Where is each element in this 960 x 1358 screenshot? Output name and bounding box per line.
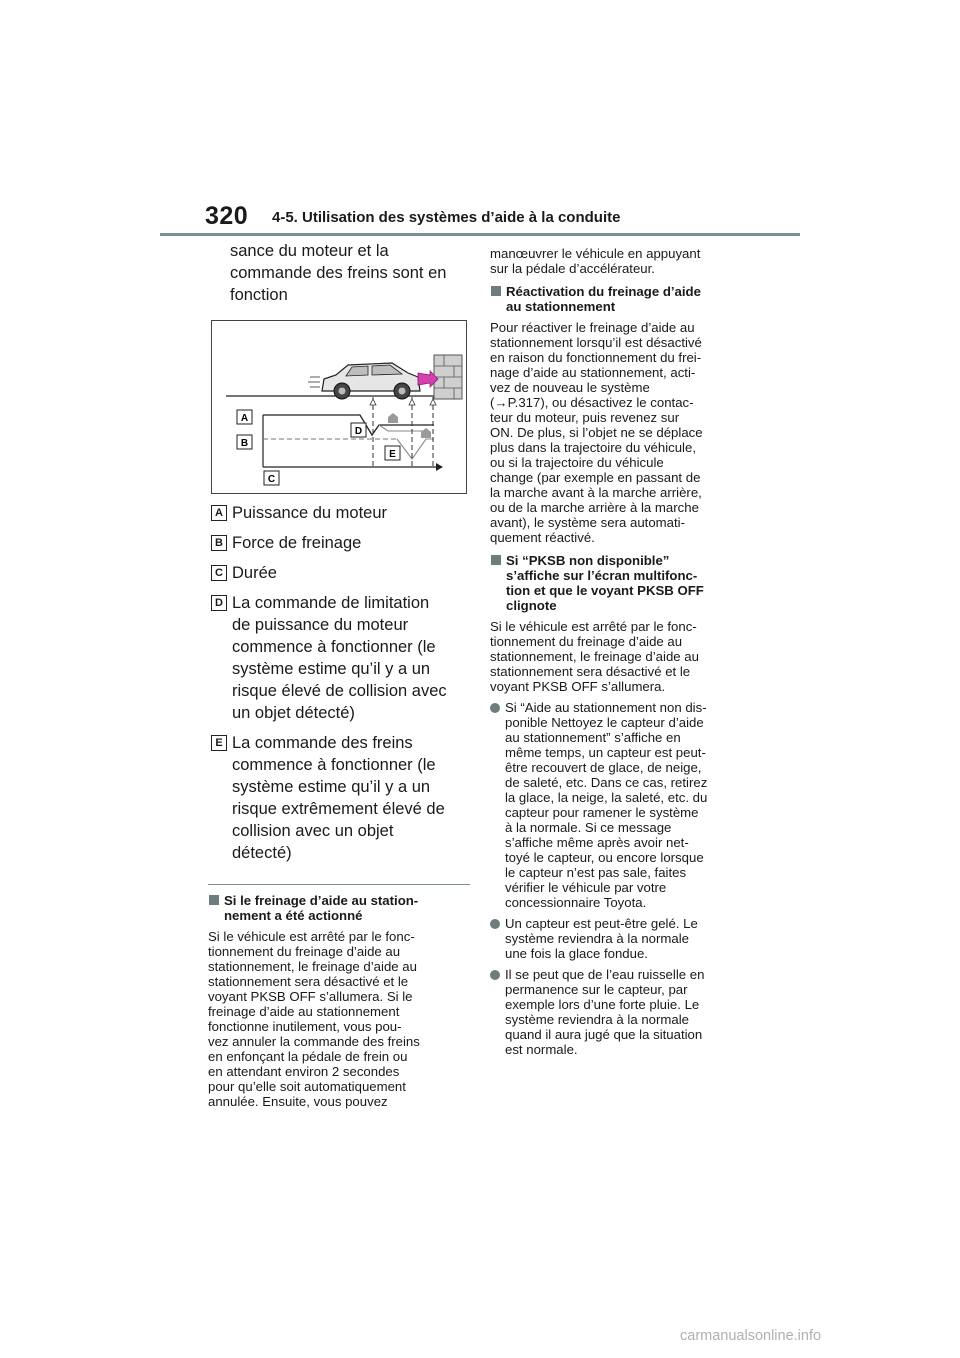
heading-line: tion et que le voyant PKSB OFF — [506, 583, 704, 598]
bullet-item — [490, 967, 752, 1057]
right-column — [490, 246, 752, 1063]
legend-text: risque élevé de collision avec — [232, 682, 447, 700]
section-heading — [490, 553, 752, 613]
heading-line: s’affiche sur l’écran multifonc- — [506, 568, 698, 583]
body-line: vez annuler la commande des freins — [208, 1034, 420, 1049]
bullet-line: ponible Nettoyez le capteur d’aide — [505, 715, 704, 730]
header-rule — [160, 233, 800, 236]
body-line: Pour réactiver le freinage d’aide au — [490, 320, 695, 335]
section-body — [208, 929, 470, 1109]
legend-key: B — [211, 535, 227, 551]
legend-key: C — [211, 565, 227, 581]
car-icon — [308, 363, 420, 399]
legend-text: un objet détecté) — [232, 704, 355, 722]
label-a: A — [240, 413, 249, 424]
body-line: stationnement, le freinage d’aide au — [490, 649, 699, 664]
body-line: nage d’aide au stationnement, acti- — [490, 365, 696, 380]
section-heading — [490, 284, 752, 314]
body-line: stationnement, le freinage d’aide au — [208, 959, 417, 974]
legend-text: de puissance du moteur — [232, 616, 409, 634]
chapter-title: 4-5. Utilisation des systèmes d’aide à la conduite — [272, 209, 621, 226]
legend-text: commence à fonctionner (le — [232, 638, 436, 656]
bullet-line: est normale. — [505, 1042, 578, 1057]
legend-text: détecté) — [232, 844, 292, 862]
circle-bullet-icon — [490, 970, 500, 980]
body-line: en attendant environ 2 secondes — [208, 1064, 400, 1079]
body-line: annulée. Ensuite, vous pouvez — [208, 1094, 388, 1109]
bullet-item — [490, 700, 752, 910]
body-line: pour qu’elle soit automatiquement — [208, 1079, 406, 1094]
body-line: manœuvrer le véhicule en appuyant — [490, 246, 701, 261]
heading-line: Si “PKSB non disponible” — [506, 553, 670, 568]
legend-key: E — [211, 735, 227, 751]
label-d: D — [354, 426, 363, 437]
heading-line: nement a été actionné — [224, 908, 363, 923]
label-b: B — [240, 438, 249, 449]
body-line: tionnement du freinage d’aide au — [208, 944, 401, 959]
wall-icon — [434, 355, 462, 399]
legend-key: A — [211, 505, 227, 521]
bullet-line: à la normale. Si ce message — [505, 820, 672, 835]
body-line: stationnement lorsqu’il est désactivé — [490, 335, 702, 350]
page-number: 320 — [205, 202, 249, 230]
body-line: ou si la trajectoire du véhicule — [490, 455, 664, 470]
body-line: ON. De plus, si l’objet ne se déplace — [490, 425, 703, 440]
body-line: fonctionne inutilement, vous pou- — [208, 1019, 402, 1034]
body-line: teur du moteur, puis revenez sur — [490, 410, 680, 425]
body-line: la marche avant à la marche arrière, — [490, 485, 702, 500]
legend-key: D — [211, 595, 227, 611]
legend-item-e — [208, 732, 470, 864]
intro-line: fonction — [230, 286, 288, 304]
bullet-line: être recouvert de glace, de neige, — [505, 760, 702, 775]
body-line: freinage d’aide au stationnement — [208, 1004, 400, 1019]
square-bullet-icon — [491, 555, 501, 565]
legend-text: collision avec un objet — [232, 822, 394, 840]
square-bullet-icon — [209, 895, 219, 905]
body-line: voyant PKSB OFF s’allumera. Si le — [208, 989, 413, 1004]
bullet-line: le capteur n’est pas sale, faites — [505, 865, 687, 880]
legend-text: système estime qu’il y a un — [232, 660, 431, 678]
legend — [208, 502, 470, 864]
legend-item-d — [208, 592, 470, 724]
legend-text: commence à fonctionner (le — [232, 756, 436, 774]
heading-line: clignote — [506, 598, 557, 613]
label-c: C — [267, 474, 276, 485]
legend-item-c — [208, 562, 470, 584]
bullet-line: quand il aura jugé que la situation — [505, 1027, 703, 1042]
legend-text: Force de freinage — [232, 534, 362, 552]
legend-text: risque extrêmement élevé de — [232, 800, 445, 818]
body-line: Si le véhicule est arrêté par le fonc- — [208, 929, 415, 944]
body-line: vez de nouveau le système — [490, 380, 650, 395]
bullet-line: Il se peut que de l’eau ruisselle en — [505, 967, 705, 982]
circle-bullet-icon — [490, 919, 500, 929]
bullet-line: une fois la glace fondue. — [505, 946, 648, 961]
body-line: sur la pédale d’accélérateur. — [490, 261, 655, 276]
intro-text — [208, 240, 470, 306]
legend-text: La commande de limitation — [232, 594, 430, 612]
section-heading — [208, 893, 470, 923]
bullet-line: système reviendra à la normale — [505, 931, 689, 946]
body-line: plus dans la trajectoire du véhicule, — [490, 440, 696, 455]
legend-text: La commande des freins — [232, 734, 413, 752]
label-e: E — [389, 449, 396, 460]
bullet-line: Si “Aide au stationnement non dis- — [505, 700, 707, 715]
bullet-line: vérifier le véhicule par votre — [505, 880, 667, 895]
body-line: (→P.317), ou désactivez le contac- — [490, 395, 694, 410]
timing-diagram — [211, 320, 467, 494]
heading-line: Réactivation du freinage d’aide — [506, 284, 701, 299]
bullet-line: capteur pour ramener le système — [505, 805, 699, 820]
bullet-item — [490, 916, 752, 961]
legend-item-a — [208, 502, 470, 524]
intro-line: sance du moteur et la — [230, 242, 389, 260]
bullet-line: de saleté, etc. Dans ce cas, retirez — [505, 775, 708, 790]
bullet-line: toyé le capteur, ou encore lorsque — [505, 850, 704, 865]
body-line: avant), le système sera automati- — [490, 515, 685, 530]
bullet-line: exemple lors d’une forte pluie. Le — [505, 997, 700, 1012]
body-line: change (par exemple en passant de — [490, 470, 701, 485]
bullet-line: s’affiche même après avoir net- — [505, 835, 689, 850]
bullet-line: permanence sur le capteur, par — [505, 982, 688, 997]
bullet-line: même temps, un capteur est peut- — [505, 745, 706, 760]
body-line: stationnement sera désactivé et le — [208, 974, 409, 989]
section-body — [490, 619, 752, 694]
body-line: quement réactivé. — [490, 530, 595, 545]
legend-text: système estime qu’il y a un — [232, 778, 431, 796]
section-rule — [208, 884, 470, 885]
bullet-line: Un capteur est peut-être gelé. Le — [505, 916, 698, 931]
continued-text — [490, 246, 752, 276]
timing-diagram-svg — [212, 321, 466, 493]
left-column — [208, 240, 470, 1115]
body-line: stationnement sera désactivé et le — [490, 664, 691, 679]
body-line: Si le véhicule est arrêté par le fonc- — [490, 619, 697, 634]
bullet-line: au stationnement” s’affiche en — [505, 730, 681, 745]
body-line: tionnement du freinage d’aide au — [490, 634, 683, 649]
heading-line: Si le freinage d’aide au station- — [224, 893, 419, 908]
circle-bullet-icon — [490, 703, 500, 713]
legend-text: Puissance du moteur — [232, 504, 388, 522]
legend-text: Durée — [232, 564, 277, 582]
square-bullet-icon — [491, 286, 501, 296]
legend-item-b — [208, 532, 470, 554]
section-body — [490, 320, 752, 545]
body-line: voyant PKSB OFF s’allumera. — [490, 679, 666, 694]
body-line: en enfonçant la pédale de frein ou — [208, 1049, 408, 1064]
body-line: en raison du fonctionnement du frei- — [490, 350, 702, 365]
bullet-line: système reviendra à la normale — [505, 1012, 689, 1027]
body-line: ou de la marche arrière à la marche — [490, 500, 699, 515]
intro-line: commande des freins sont en — [230, 264, 447, 282]
bullet-line: la glace, la neige, la saleté, etc. du — [505, 790, 708, 805]
heading-line: au stationnement — [506, 299, 616, 314]
bullet-line: concessionnaire Toyota. — [505, 895, 647, 910]
watermark: carmanualsonline.info — [680, 1328, 822, 1344]
